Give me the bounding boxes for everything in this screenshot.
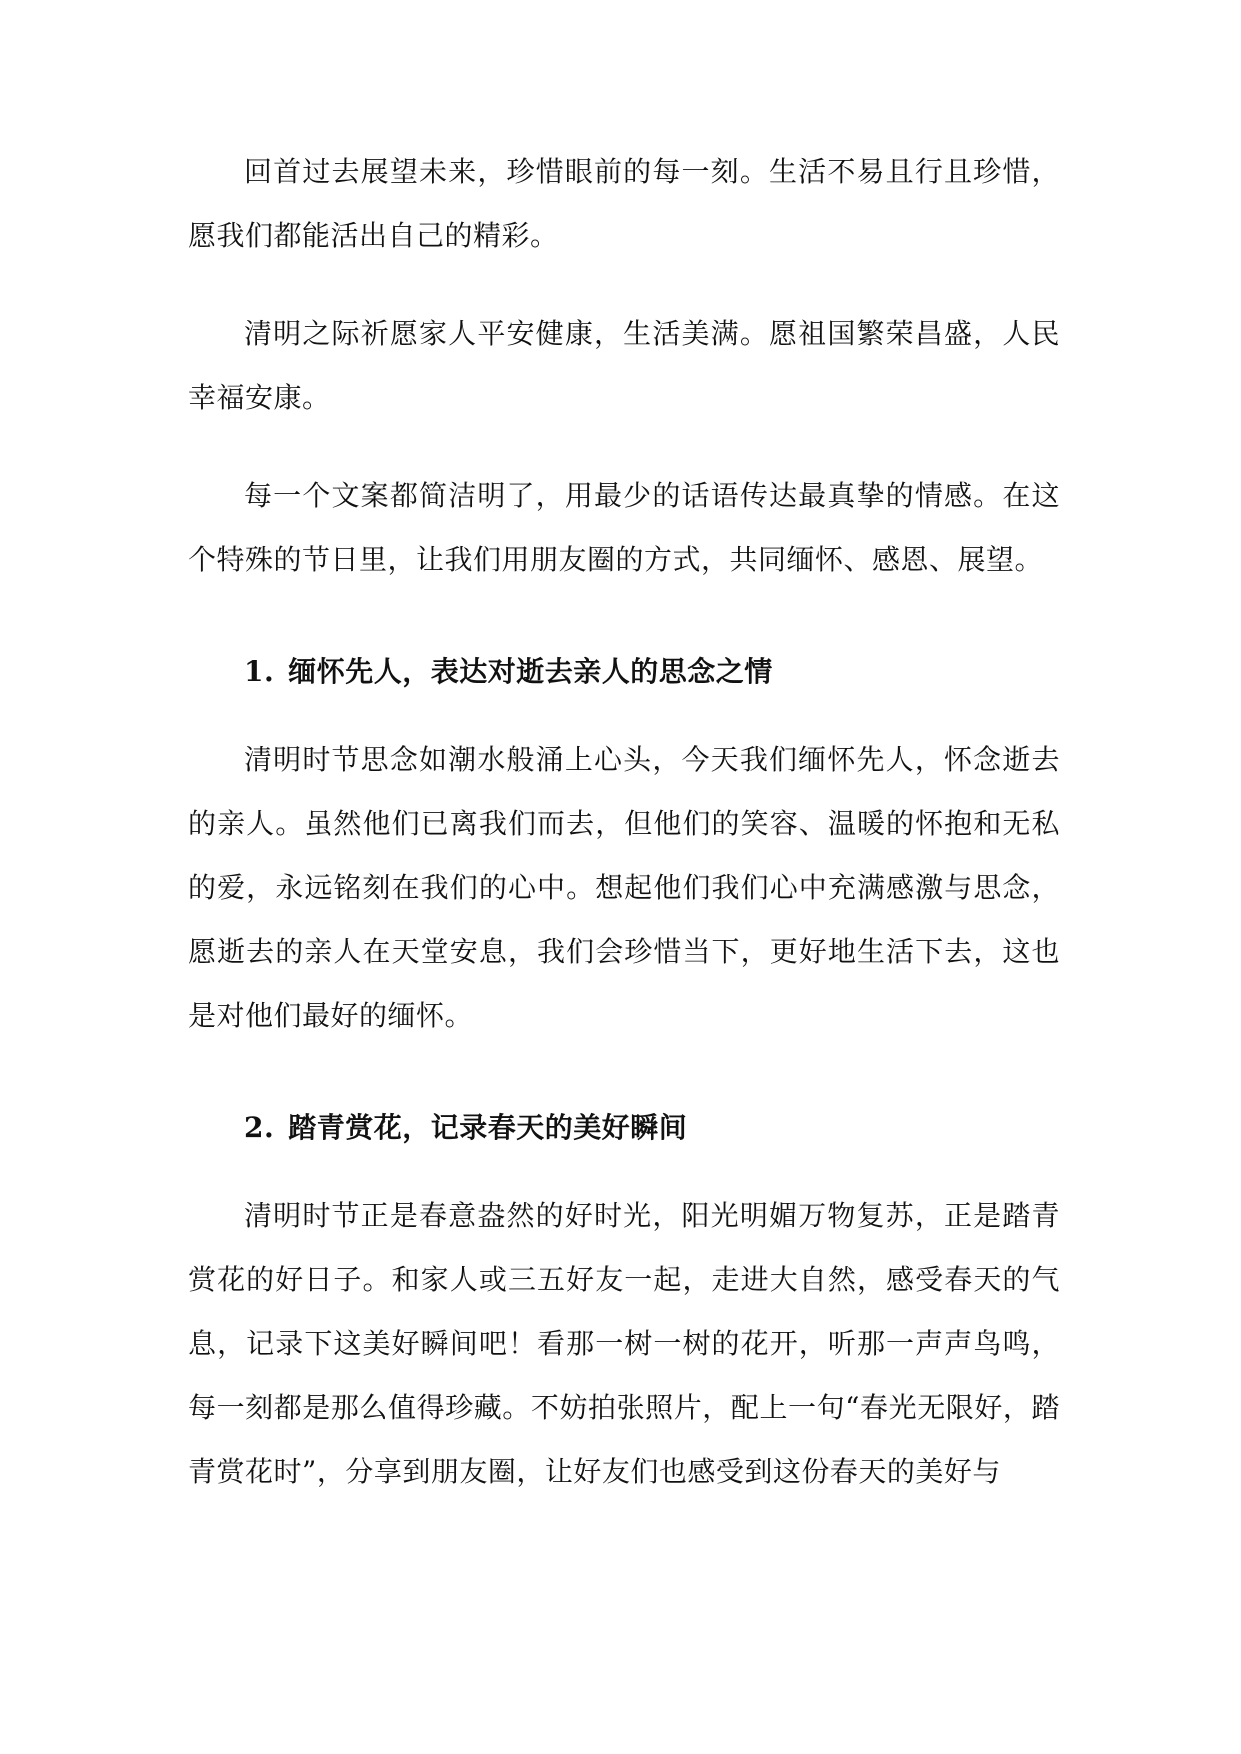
section-number: 1.	[244, 655, 275, 688]
paragraph: 回首过去展望未来，珍惜眼前的每一刻。生活不易且行且珍惜，愿我们都能活出自己的精彩。	[188, 155, 1060, 252]
section-body-1: 清明时节思念如潮水般涌上心头，今天我们缅怀先人，怀念逝去的亲人。虽然他们已离我们而去，但他们的笑容、温暖的怀抱和无私的爱，永远铭刻在我们的心中。想起他们我们心中充满感激与思念，愿逝去的亲人在天堂安息，我们会珍惜当下，更好地生活下去，这也是对他们最好的缅怀。	[188, 743, 1060, 1032]
paragraph: 清明之际祈愿家人平安健康，生活美满。愿祖国繁荣昌盛，人民幸福安康。	[188, 317, 1060, 414]
section-title: 踏青赏花，记录春天的美好瞬间	[288, 1111, 688, 1144]
document-body	[188, 140, 1060, 1538]
section-number: 2.	[244, 1111, 275, 1144]
section-body-2: 清明时节正是春意盎然的好时光，阳光明媚万物复苏，正是踏青赏花的好日子。和家人或三五好友一起，走进大自然，感受春天的气息，记录下这美好瞬间吧！看那一树一树的花开，听那一声声鸟鸣，每一刻都是那么值得珍藏。不妨拍张照片，配上一句“春光无限好，踏青赏花时”，分享到朋友圈，让好友们也感受到这份春天的美好与	[188, 1199, 1060, 1488]
section-heading-2	[188, 1096, 1060, 1160]
section-heading-1	[188, 640, 1060, 704]
section-title: 缅怀先人，表达对逝去亲人的思念之情	[288, 655, 773, 688]
paragraph: 每一个文案都简洁明了，用最少的话语传达最真挚的情感。在这个特殊的节日里，让我们用朋友圈的方式，共同缅怀、感恩、展望。	[188, 479, 1060, 576]
